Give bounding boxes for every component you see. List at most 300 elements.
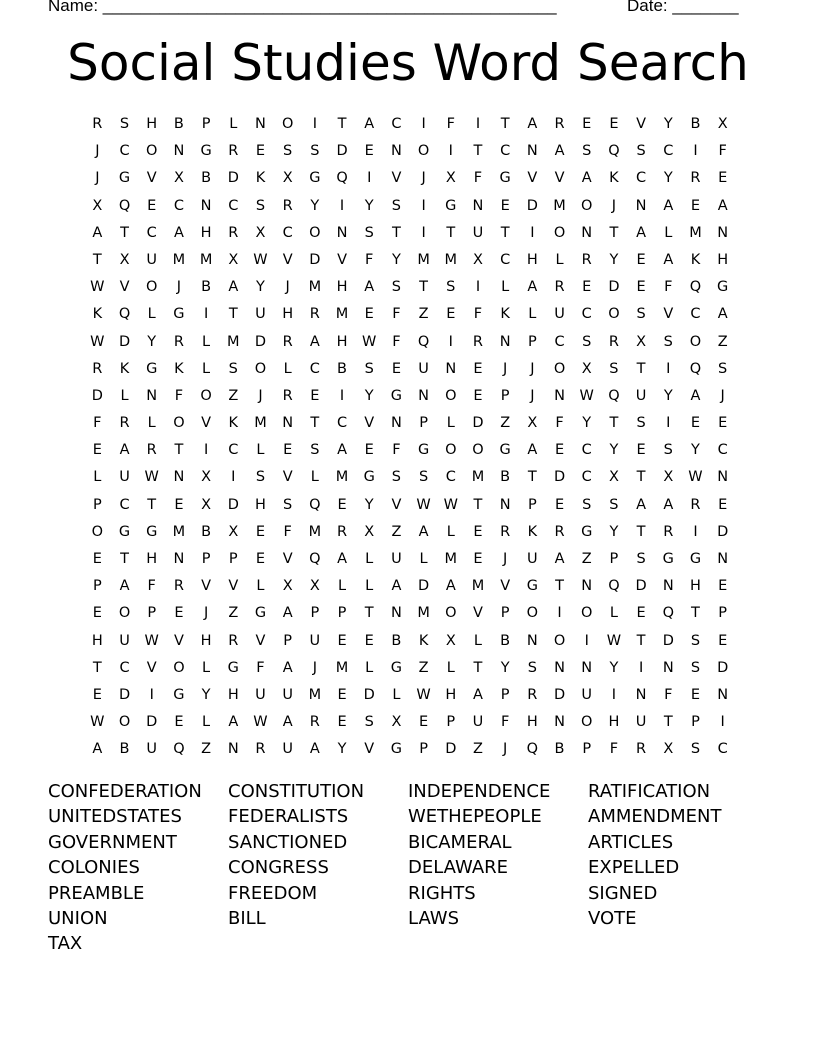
grid-letter[interactable]: T [636, 469, 647, 486]
grid-letter[interactable]: E [391, 360, 402, 377]
grid-letter[interactable]: J [203, 605, 209, 622]
grid-letter[interactable]: L [202, 333, 211, 350]
grid-letter[interactable]: H [146, 116, 158, 132]
grid-letter[interactable]: A [92, 224, 103, 241]
grid-letter[interactable]: P [310, 605, 320, 622]
grid-letter[interactable]: T [364, 605, 375, 622]
grid-letter[interactable]: P [283, 632, 293, 649]
grid-letter[interactable]: D [608, 279, 620, 296]
grid-letter[interactable]: J [503, 551, 508, 567]
grid-letter[interactable]: B [201, 523, 212, 540]
grid-letter[interactable]: I [312, 116, 318, 132]
grid-letter[interactable]: W [90, 333, 106, 350]
grid-letter[interactable]: Q [608, 143, 621, 160]
grid-letter[interactable]: M [417, 605, 431, 622]
grid-letter[interactable]: E [174, 605, 184, 622]
grid-letter[interactable]: P [718, 605, 728, 622]
grid-letter[interactable]: P [228, 551, 239, 567]
grid-letter[interactable]: T [120, 551, 130, 567]
grid-letter[interactable]: A [282, 659, 294, 676]
grid-letter[interactable]: A [473, 686, 484, 703]
grid-letter[interactable]: Z [717, 333, 729, 350]
grid-letter[interactable]: A [391, 578, 402, 595]
grid-letter[interactable]: C [554, 333, 566, 350]
grid-letter[interactable]: Q [417, 333, 430, 350]
grid-letter[interactable]: F [392, 306, 402, 323]
grid-letter[interactable]: A [663, 251, 674, 268]
grid-letter[interactable]: S [446, 279, 456, 296]
grid-letter[interactable]: U [554, 306, 566, 323]
grid-letter[interactable]: H [200, 632, 213, 649]
grid-letter[interactable]: L [365, 578, 374, 595]
grid-letter[interactable]: D [553, 686, 566, 703]
grid-letter[interactable]: I [693, 143, 699, 160]
grid-letter[interactable]: M [308, 686, 322, 703]
grid-letter[interactable]: O [254, 360, 267, 377]
grid-letter[interactable]: P [446, 714, 456, 731]
grid-letter[interactable]: J [285, 279, 291, 296]
grid-letter[interactable]: Y [364, 387, 375, 404]
grid-letter[interactable]: Z [500, 415, 511, 432]
grid-letter[interactable]: U [146, 741, 158, 758]
grid-letter[interactable]: H [255, 496, 267, 513]
grid-letter[interactable]: X [228, 251, 239, 268]
grid-letter[interactable]: I [448, 143, 454, 160]
grid-letter[interactable]: F [174, 387, 184, 404]
grid-letter[interactable]: N [554, 714, 566, 731]
grid-letter[interactable]: L [473, 632, 483, 649]
grid-letter[interactable]: R [92, 360, 103, 377]
grid-letter[interactable]: W [144, 632, 160, 649]
grid-letter[interactable]: E [364, 632, 375, 649]
grid-letter[interactable]: R [336, 523, 348, 540]
grid-letter[interactable]: E [255, 143, 266, 160]
grid-letter[interactable]: G [662, 551, 675, 567]
grid-letter[interactable]: U [527, 551, 539, 567]
grid-letter[interactable]: T [555, 578, 565, 595]
grid-letter[interactable]: O [581, 197, 593, 214]
grid-letter[interactable]: M [417, 251, 431, 268]
grid-letter[interactable]: O [445, 442, 457, 459]
grid-letter[interactable]: W [688, 469, 704, 486]
grid-letter[interactable]: O [553, 360, 566, 377]
grid-letter[interactable]: A [636, 224, 647, 241]
grid-letter[interactable]: B [337, 360, 348, 377]
grid-letter[interactable]: R [119, 415, 131, 432]
grid-letter[interactable]: F [664, 279, 673, 296]
grid-letter[interactable]: G [363, 469, 376, 486]
grid-letter[interactable]: I [421, 116, 427, 132]
grid-letter[interactable]: T [92, 251, 103, 268]
grid-letter[interactable]: X [608, 469, 620, 486]
grid-letter[interactable]: J [312, 659, 318, 676]
grid-letter[interactable]: N [255, 116, 267, 132]
grid-letter[interactable]: T [147, 496, 157, 513]
grid-letter[interactable]: P [500, 605, 511, 622]
grid-letter[interactable]: T [419, 279, 429, 296]
grid-letter[interactable]: B [173, 116, 185, 132]
grid-letter[interactable]: N [526, 143, 539, 160]
grid-letter[interactable]: I [203, 306, 209, 323]
grid-letter[interactable]: T [228, 306, 239, 323]
grid-letter[interactable]: C [445, 469, 457, 486]
grid-letter[interactable]: K [527, 523, 538, 540]
grid-letter[interactable]: A [690, 387, 701, 404]
grid-letter[interactable]: S [636, 551, 647, 567]
grid-letter[interactable]: C [228, 197, 239, 214]
grid-letter[interactable]: X [282, 578, 294, 595]
grid-letter[interactable]: O [581, 605, 593, 622]
grid-letter[interactable]: R [554, 279, 566, 296]
grid-letter[interactable]: D [717, 659, 729, 676]
grid-letter[interactable]: I [367, 170, 372, 187]
grid-letter[interactable]: C [282, 224, 294, 241]
grid-letter[interactable]: W [416, 686, 432, 703]
grid-letter[interactable]: R [581, 251, 593, 268]
grid-letter[interactable]: K [690, 251, 701, 268]
grid-letter[interactable]: P [500, 387, 511, 404]
grid-letter[interactable]: L [147, 306, 157, 323]
grid-letter[interactable]: T [636, 360, 647, 377]
grid-letter[interactable]: Y [663, 170, 674, 187]
grid-letter[interactable]: P [582, 741, 592, 758]
grid-letter[interactable]: R [527, 686, 538, 703]
grid-letter[interactable]: D [91, 387, 104, 404]
grid-letter[interactable]: F [609, 741, 619, 758]
grid-letter[interactable]: E [364, 306, 375, 323]
grid-letter[interactable]: L [120, 387, 130, 404]
grid-letter[interactable]: F [392, 333, 402, 350]
grid-letter[interactable]: R [282, 333, 294, 350]
grid-letter[interactable]: L [365, 659, 374, 676]
grid-letter[interactable]: P [419, 415, 429, 432]
grid-letter[interactable]: D [146, 714, 158, 731]
grid-letter[interactable]: E [554, 496, 565, 513]
grid-letter[interactable]: N [472, 197, 484, 214]
grid-letter[interactable]: E [718, 415, 728, 432]
grid-letter[interactable]: S [364, 224, 375, 241]
grid-letter[interactable]: I [448, 333, 454, 350]
grid-letter[interactable]: I [611, 686, 617, 703]
grid-letter[interactable]: S [283, 496, 293, 513]
grid-letter[interactable]: E [636, 251, 647, 268]
grid-letter[interactable]: S [255, 469, 266, 486]
grid-letter[interactable]: J [421, 170, 427, 187]
grid-letter[interactable]: V [500, 578, 511, 595]
grid-letter[interactable]: E [609, 116, 619, 132]
grid-letter[interactable]: L [365, 551, 374, 567]
grid-letter[interactable]: N [146, 387, 158, 404]
grid-letter[interactable]: A [418, 523, 430, 540]
grid-letter[interactable]: A [173, 224, 185, 241]
grid-letter[interactable]: S [609, 360, 620, 377]
grid-letter[interactable]: L [501, 279, 510, 296]
grid-letter[interactable]: L [392, 686, 401, 703]
grid-letter[interactable]: L [446, 415, 456, 432]
grid-letter[interactable]: E [636, 279, 647, 296]
grid-letter[interactable]: N [581, 224, 593, 241]
grid-letter[interactable]: Q [173, 741, 186, 758]
grid-letter[interactable]: A [92, 741, 103, 758]
grid-letter[interactable]: W [579, 387, 595, 404]
grid-letter[interactable]: Y [691, 442, 701, 459]
grid-letter[interactable]: X [445, 170, 457, 187]
grid-letter[interactable]: L [93, 469, 102, 486]
grid-letter[interactable]: S [283, 143, 293, 160]
grid-letter[interactable]: A [527, 442, 538, 459]
grid-letter[interactable]: J [530, 387, 535, 404]
grid-letter[interactable]: N [554, 387, 566, 404]
grid-letter[interactable]: D [662, 632, 675, 649]
grid-letter[interactable]: C [717, 442, 729, 459]
grid-letter[interactable]: F [93, 415, 103, 432]
grid-letter[interactable]: R [690, 496, 701, 513]
grid-letter[interactable]: C [146, 224, 158, 241]
grid-letter[interactable]: X [92, 197, 103, 214]
grid-letter[interactable]: D [118, 686, 131, 703]
grid-letter[interactable]: N [418, 387, 430, 404]
grid-letter[interactable]: C [391, 116, 402, 132]
grid-letter[interactable]: D [526, 197, 539, 214]
grid-letter[interactable]: U [282, 686, 294, 703]
grid-letter[interactable]: F [283, 523, 293, 540]
grid-letter[interactable]: X [527, 415, 538, 432]
grid-letter[interactable]: U [472, 714, 484, 731]
grid-letter[interactable]: W [90, 279, 106, 296]
grid-letter[interactable]: R [173, 578, 185, 595]
grid-letter[interactable]: L [256, 442, 266, 459]
grid-letter[interactable]: A [581, 170, 593, 187]
grid-letter[interactable]: R [228, 632, 239, 649]
grid-letter[interactable]: Y [147, 333, 157, 350]
grid-letter[interactable]: Q [309, 496, 322, 513]
grid-letter[interactable]: R [500, 523, 511, 540]
grid-letter[interactable]: E [582, 279, 592, 296]
grid-letter[interactable]: M [471, 578, 485, 595]
grid-letter[interactable]: D [254, 333, 267, 350]
grid-letter[interactable]: G [390, 387, 403, 404]
grid-letter[interactable]: O [281, 116, 294, 132]
grid-letter[interactable]: G [499, 442, 512, 459]
grid-letter[interactable]: F [473, 170, 483, 187]
grid-letter[interactable]: X [445, 632, 457, 649]
grid-letter[interactable]: Q [309, 551, 322, 567]
grid-letter[interactable]: V [201, 578, 212, 595]
grid-letter[interactable]: A [119, 578, 130, 595]
grid-letter[interactable]: V [146, 170, 158, 187]
grid-letter[interactable]: B [500, 469, 511, 486]
grid-letter[interactable]: T [636, 523, 647, 540]
grid-letter[interactable]: I [203, 442, 209, 459]
grid-letter[interactable]: X [663, 469, 674, 486]
grid-letter[interactable]: V [282, 551, 294, 567]
grid-letter[interactable]: B [500, 632, 511, 649]
grid-letter[interactable]: I [339, 387, 345, 404]
grid-letter[interactable]: U [119, 469, 131, 486]
grid-letter[interactable]: H [526, 714, 539, 731]
grid-letter[interactable]: A [337, 551, 348, 567]
grid-letter[interactable]: C [690, 306, 702, 323]
grid-letter[interactable]: S [609, 496, 620, 513]
grid-letter[interactable]: G [118, 523, 131, 540]
grid-letter[interactable]: N [662, 578, 675, 595]
grid-letter[interactable]: E [255, 523, 266, 540]
grid-letter[interactable]: A [309, 333, 321, 350]
grid-letter[interactable]: V [282, 469, 294, 486]
grid-letter[interactable]: C [119, 143, 131, 160]
grid-letter[interactable]: K [174, 360, 185, 377]
grid-letter[interactable]: C [500, 251, 511, 268]
grid-letter[interactable]: L [419, 551, 429, 567]
grid-letter[interactable]: V [228, 578, 239, 595]
grid-letter[interactable]: N [581, 578, 593, 595]
grid-letter[interactable]: L [283, 360, 293, 377]
grid-letter[interactable]: E [337, 496, 348, 513]
grid-letter[interactable]: O [445, 387, 457, 404]
grid-letter[interactable]: V [364, 741, 375, 758]
grid-letter[interactable]: E [446, 306, 456, 323]
grid-letter[interactable]: T [120, 224, 130, 241]
grid-letter[interactable]: T [473, 659, 483, 676]
grid-letter[interactable]: I [421, 197, 427, 214]
grid-letter[interactable]: Q [118, 306, 131, 323]
grid-letter[interactable]: A [309, 741, 321, 758]
grid-letter[interactable]: H [336, 279, 348, 296]
grid-letter[interactable]: E [636, 442, 647, 459]
grid-letter[interactable]: F [473, 306, 483, 323]
grid-letter[interactable]: O [689, 333, 702, 350]
grid-letter[interactable]: L [609, 605, 619, 622]
grid-letter[interactable]: N [554, 659, 566, 676]
grid-letter[interactable]: V [119, 279, 130, 296]
grid-letter[interactable]: N [445, 360, 457, 377]
grid-letter[interactable]: A [554, 143, 565, 160]
grid-letter[interactable]: G [309, 170, 321, 187]
grid-letter[interactable]: L [202, 714, 211, 731]
grid-letter[interactable]: C [717, 741, 729, 758]
grid-letter[interactable]: A [717, 306, 729, 323]
grid-letter[interactable]: Q [662, 605, 675, 622]
grid-letter[interactable]: Y [500, 659, 511, 676]
grid-letter[interactable]: O [173, 659, 186, 676]
grid-letter[interactable]: R [282, 387, 294, 404]
grid-letter[interactable]: I [666, 415, 671, 432]
grid-letter[interactable]: D [336, 143, 349, 160]
grid-letter[interactable]: A [228, 714, 239, 731]
grid-letter[interactable]: S [418, 469, 429, 486]
grid-letter[interactable]: G [118, 170, 131, 187]
grid-letter[interactable]: C [309, 360, 321, 377]
grid-letter[interactable]: Z [228, 387, 239, 404]
grid-letter[interactable]: X [228, 523, 239, 540]
grid-letter[interactable]: H [282, 306, 294, 323]
grid-letter[interactable]: C [581, 469, 593, 486]
grid-letter[interactable]: S [527, 659, 538, 676]
grid-letter[interactable]: N [173, 469, 185, 486]
grid-letter[interactable]: N [717, 469, 729, 486]
grid-letter[interactable]: G [689, 551, 702, 567]
grid-letter[interactable]: R [92, 116, 103, 132]
grid-letter[interactable]: T [174, 442, 184, 459]
grid-letter[interactable]: I [149, 686, 155, 703]
grid-letter[interactable]: B [201, 170, 212, 187]
grid-letter[interactable]: A [554, 551, 565, 567]
grid-letter[interactable]: O [526, 605, 539, 622]
grid-letter[interactable]: Y [582, 415, 592, 432]
grid-letter[interactable]: E [473, 551, 484, 567]
grid-letter[interactable]: R [282, 197, 294, 214]
grid-letter[interactable]: T [500, 224, 511, 241]
grid-letter[interactable]: R [636, 741, 647, 758]
grid-letter[interactable]: Q [608, 387, 621, 404]
grid-letter[interactable]: X [391, 714, 402, 731]
grid-letter[interactable]: N [662, 659, 675, 676]
grid-letter[interactable]: M [254, 415, 268, 432]
name-field[interactable]: Name: ________________________________________________ [48, 0, 557, 15]
grid-letter[interactable]: O [309, 224, 322, 241]
grid-letter[interactable]: H [200, 224, 213, 241]
grid-letter[interactable]: S [391, 469, 402, 486]
grid-letter[interactable]: R [228, 143, 239, 160]
grid-letter[interactable]: S [391, 197, 402, 214]
grid-letter[interactable]: S [636, 415, 647, 432]
grid-letter[interactable]: O [91, 523, 104, 540]
grid-letter[interactable]: P [691, 714, 701, 731]
grid-letter[interactable]: B [119, 741, 130, 758]
grid-letter[interactable]: D [227, 170, 240, 187]
grid-letter[interactable]: C [336, 415, 348, 432]
grid-letter[interactable]: X [201, 469, 212, 486]
grid-letter[interactable]: E [364, 143, 375, 160]
grid-letter[interactable]: U [119, 632, 131, 649]
grid-letter[interactable]: D [635, 578, 648, 595]
grid-letter[interactable]: Y [364, 496, 375, 513]
grid-letter[interactable]: A [337, 442, 348, 459]
grid-letter[interactable]: W [253, 714, 269, 731]
grid-letter[interactable]: M [689, 224, 703, 241]
grid-letter[interactable]: T [92, 659, 103, 676]
grid-letter[interactable]: M [553, 197, 567, 214]
grid-letter[interactable]: Q [118, 197, 131, 214]
grid-letter[interactable]: X [717, 116, 729, 132]
grid-letter[interactable]: S [690, 741, 701, 758]
grid-letter[interactable]: X [201, 496, 212, 513]
grid-letter[interactable]: O [472, 442, 485, 459]
grid-letter[interactable]: U [418, 360, 430, 377]
grid-letter[interactable]: W [443, 496, 459, 513]
grid-letter[interactable]: S [636, 143, 647, 160]
grid-letter[interactable]: W [416, 496, 432, 513]
grid-letter[interactable]: F [392, 442, 402, 459]
grid-letter[interactable]: R [228, 224, 239, 241]
grid-letter[interactable]: O [553, 224, 566, 241]
grid-letter[interactable]: L [202, 360, 211, 377]
grid-letter[interactable]: Y [609, 659, 619, 676]
grid-letter[interactable]: T [636, 632, 647, 649]
grid-letter[interactable]: J [503, 741, 508, 758]
grid-letter[interactable]: M [308, 279, 322, 296]
grid-letter[interactable]: N [717, 224, 729, 241]
grid-letter[interactable]: N [717, 686, 729, 703]
grid-letter[interactable]: E [92, 551, 103, 567]
grid-letter[interactable]: D [309, 251, 321, 268]
grid-letter[interactable]: P [609, 551, 619, 567]
grid-letter[interactable]: A [663, 197, 674, 214]
grid-letter[interactable]: A [445, 578, 457, 595]
grid-letter[interactable]: S [636, 306, 647, 323]
grid-letter[interactable]: O [146, 143, 158, 160]
grid-letter[interactable]: O [200, 387, 213, 404]
